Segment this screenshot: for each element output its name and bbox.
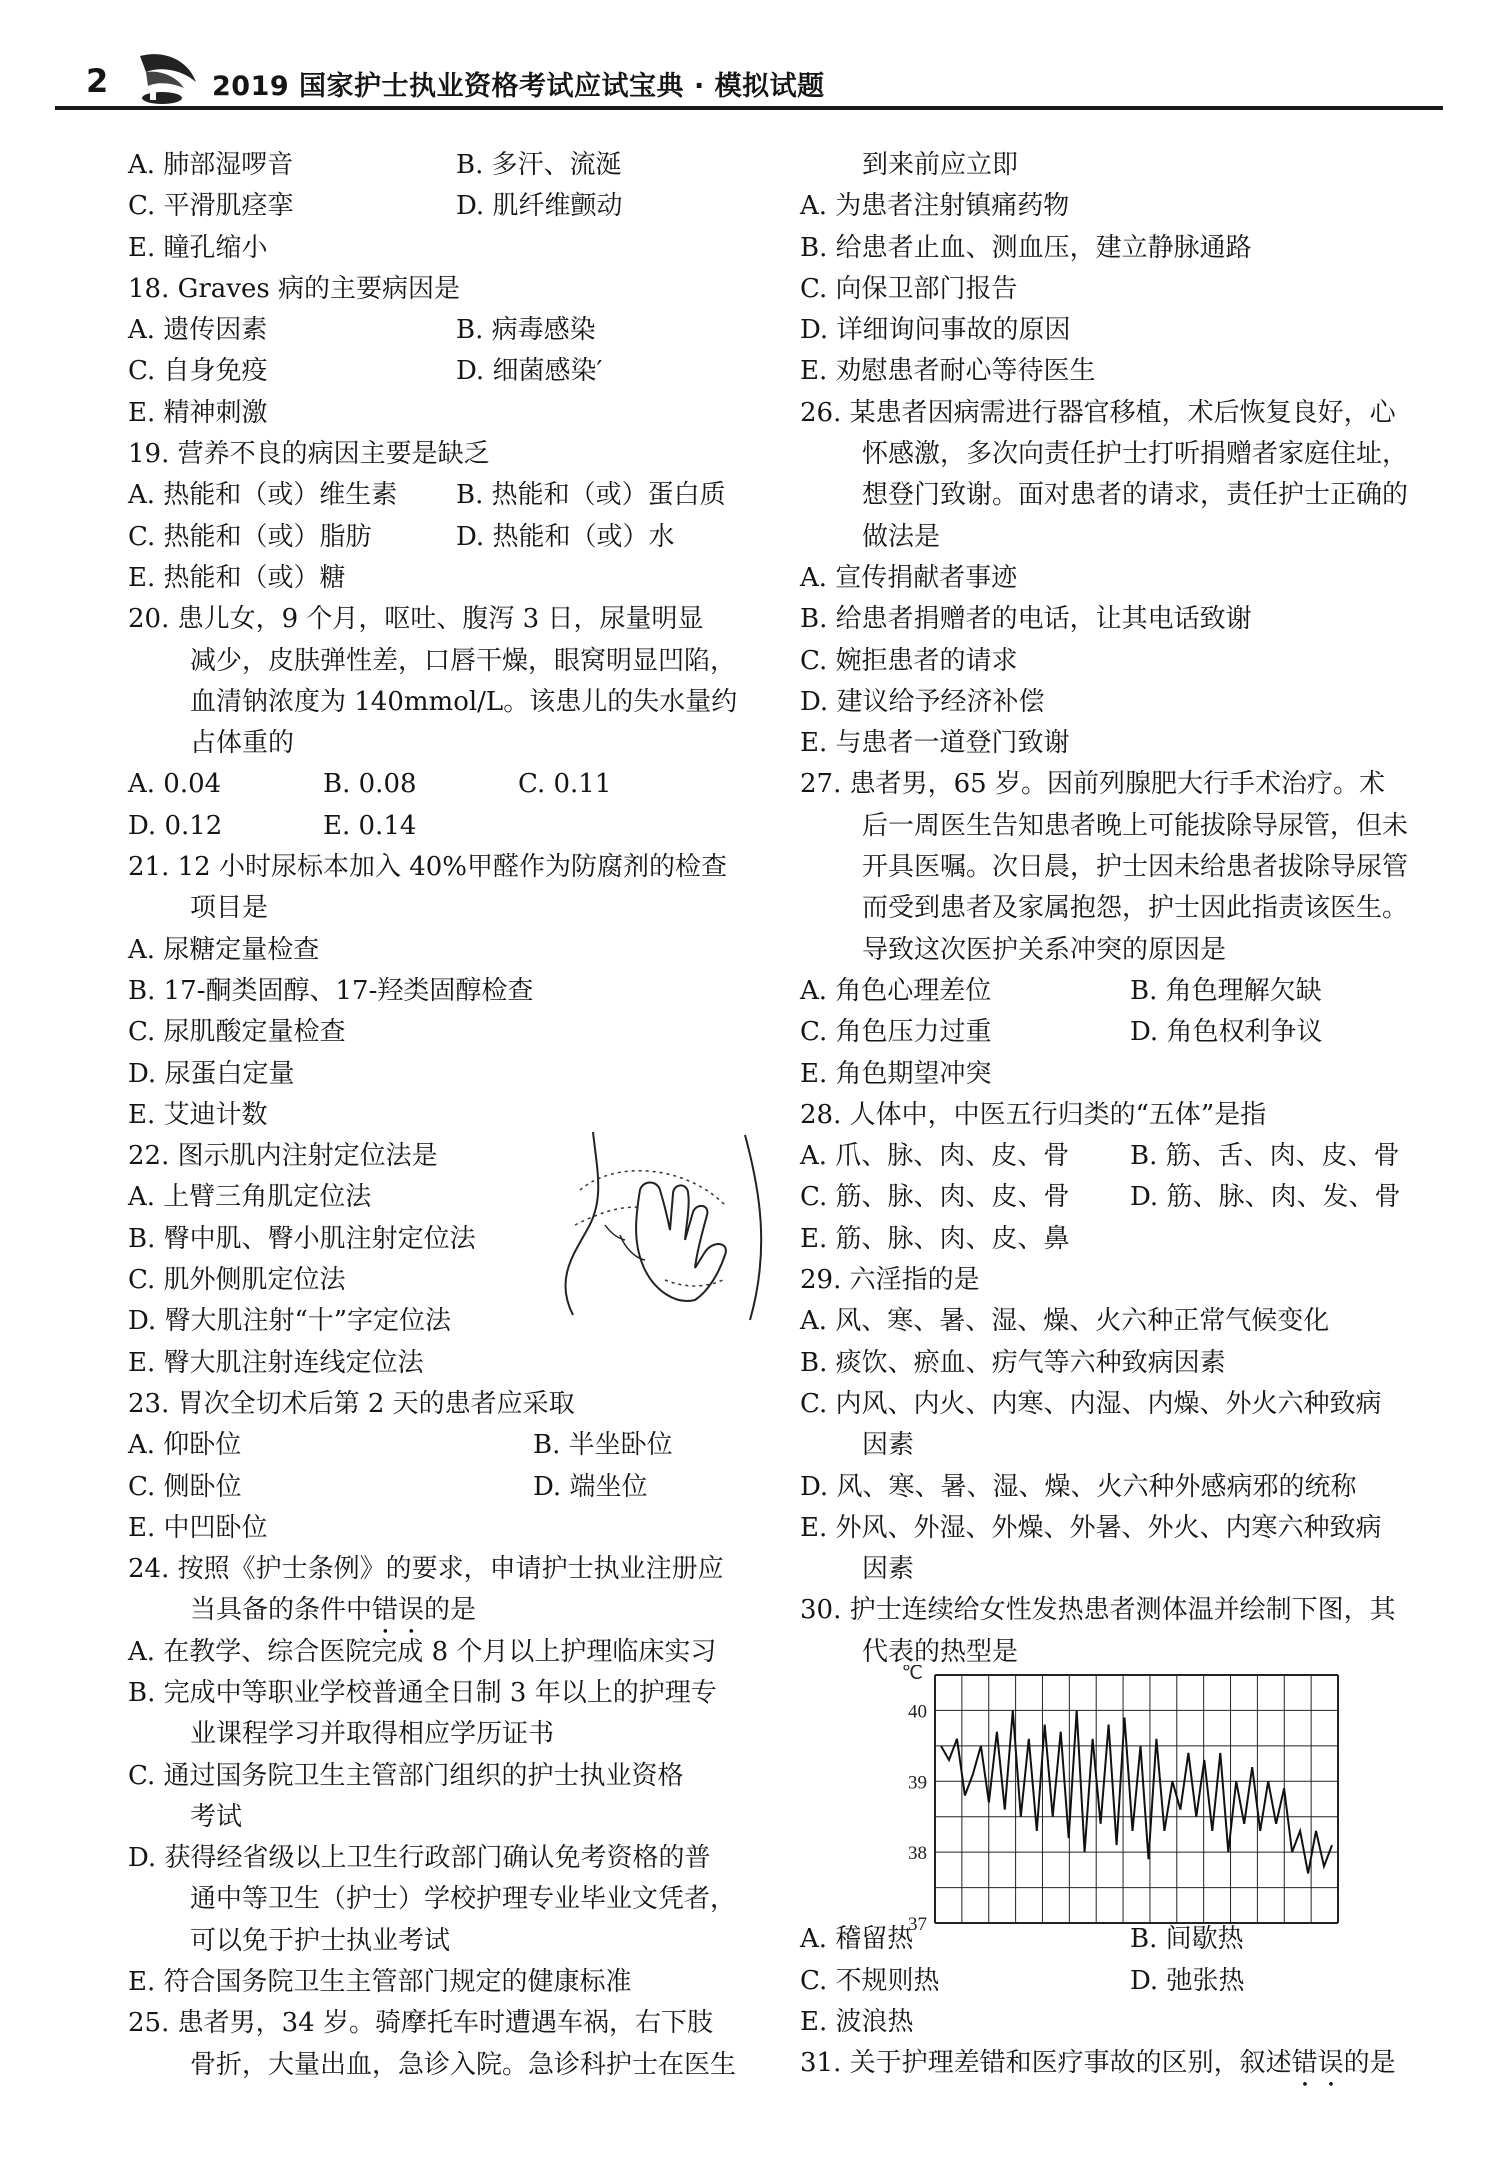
emphasized-word: 错误 (372, 1595, 425, 1626)
text-line: C. 向保卫部门报告 (800, 273, 1018, 304)
option-row (128, 186, 788, 227)
option-item: B. 0.08 (323, 769, 417, 800)
text-line: 占体重的 (190, 728, 295, 759)
text-line: 血清钠浓度为 140mmol/L。该患儿的失水量约 (190, 686, 738, 717)
option-item: B. 筋、舌、肉、皮、骨 (1130, 1141, 1400, 1172)
text-fragment: 的是 (424, 1595, 477, 1626)
text-fragment: 31. 关于护理差错和医疗事故的区别，叙述 (800, 2048, 1292, 2079)
option-item: A. 遗传因素 (128, 315, 268, 346)
option-item: D. 0.12 (128, 810, 223, 841)
option-row (800, 971, 1450, 1012)
option-item: C. 筋、脉、肉、皮、骨 (800, 1182, 1070, 1213)
option-row (128, 310, 788, 351)
option-row (800, 1961, 1450, 2002)
option-item: D. 细菌感染′ (456, 356, 603, 387)
option-item: D. 热能和（或）水 (456, 521, 675, 552)
option-item: D. 肌纤维颤动 (456, 191, 623, 222)
text-line: E. 艾迪计数 (128, 1099, 268, 1130)
text-line: E. 精神刺激 (128, 397, 268, 428)
option-item: C. 0.11 (518, 769, 612, 800)
option-item: A. 稽留热 (800, 1924, 914, 1955)
text-line: 到来前应立即 (862, 150, 1019, 180)
text-line: 代表的热型是 (862, 1636, 1019, 1667)
text-line: D. 建议给予经济补偿 (800, 686, 1045, 717)
y-tick-label: 40 (908, 1701, 927, 1723)
text-fragment: 的是 (1343, 2048, 1396, 2079)
option-item: B. 热能和（或）蛋白质 (456, 480, 726, 511)
option-item: D. 弛张热 (1130, 1965, 1245, 1996)
y-axis-unit: ℃ (901, 1665, 923, 1684)
text-line: E. 劝慰患者耐心等待医生 (800, 356, 1096, 387)
option-item: C. 侧卧位 (128, 1471, 242, 1502)
page-number: 2 (86, 62, 109, 100)
option-item: C. 自身免疫 (128, 356, 268, 387)
text-line: E. 瞳孔缩小 (128, 232, 268, 263)
text-line (128, 1590, 788, 1631)
text-line: E. 中凹卧位 (128, 1512, 268, 1543)
option-item: B. 多汗、流涎 (456, 150, 622, 180)
option-item: B. 半坐卧位 (533, 1430, 673, 1461)
text-line: E. 筋、脉、肉、皮、鼻 (800, 1223, 1070, 1254)
y-tick-label: 39 (908, 1772, 927, 1794)
text-line: 26. 某患者因病需进行器官移植，术后恢复良好，心 (800, 397, 1396, 428)
option-row (128, 1467, 788, 1508)
text-line: A. 尿糖定量检查 (128, 934, 320, 965)
option-item: D. 端坐位 (533, 1471, 648, 1502)
option-row (128, 806, 788, 847)
y-tick-label: 37 (908, 1914, 927, 1935)
text-line: 项目是 (190, 893, 269, 924)
text-line: 可以免于护士执业考试 (190, 1925, 451, 1956)
option-item: D. 筋、脉、肉、发、骨 (1130, 1182, 1401, 1213)
text-line: B. 痰饮、瘀血、疠气等六种致病因素 (800, 1347, 1226, 1378)
option-row (128, 351, 788, 392)
option-item: E. 0.14 (323, 810, 417, 841)
text-line: 25. 患者男，34 岁。骑摩托车时遭遇车祸，右下肢 (128, 2008, 713, 2039)
text-line: C. 尿肌酸定量检查 (128, 1017, 346, 1048)
option-item: B. 角色理解欠缺 (1130, 975, 1322, 1006)
option-item: A. 0.04 (128, 769, 222, 800)
option-item: C. 平滑肌痉挛 (128, 191, 294, 222)
text-line: 19. 营养不良的病因主要是缺乏 (128, 439, 490, 470)
text-line: C. 肌外侧肌定位法 (128, 1265, 346, 1296)
emphasized-word: 错误 (1291, 2048, 1344, 2079)
text-line: B. 给患者止血、测血压，建立静脉通路 (800, 232, 1252, 263)
text-line: 18. Graves 病的主要病因是 (128, 273, 460, 304)
option-item: B. 病毒感染 (456, 315, 596, 346)
text-line: 20. 患儿女，9 个月，呕吐、腹泻 3 日，尿量明显 (128, 604, 704, 635)
text-line: 21. 12 小时尿标本加入 40%甲醛作为防腐剂的检查 (128, 852, 728, 883)
temperature-chart (890, 1665, 1350, 1935)
text-line: 业课程学习并取得相应学历证书 (190, 1719, 555, 1750)
option-item: B. 间歇热 (1130, 1924, 1244, 1955)
text-line: C. 内风、内火、内寒、内湿、内燥、外火六种致病 (800, 1388, 1382, 1419)
text-line: 因素 (862, 1430, 915, 1461)
option-row (800, 1177, 1450, 1218)
option-item: A. 角色心理差位 (800, 975, 992, 1006)
text-line (800, 2043, 1450, 2084)
text-line: 30. 护士连续给女性发热患者测体温并绘制下图，其 (800, 1595, 1396, 1626)
text-line: 29. 六淫指的是 (800, 1265, 980, 1296)
option-row (800, 1136, 1450, 1177)
text-line: D. 风、寒、暑、湿、燥、火六种外感病邪的统称 (800, 1471, 1357, 1502)
text-line: 28. 人体中，中医五行归类的“五体”是指 (800, 1099, 1267, 1130)
text-line: 考试 (190, 1801, 243, 1832)
text-line: 而受到患者及家属抱怨，护士因此指责该医生。 (862, 893, 1409, 924)
gluteal-injection-illustration (545, 1130, 775, 1325)
text-line: 开具医嘱。次日晨，护士因未给患者拔除导尿管 (862, 852, 1409, 883)
left-column (128, 145, 788, 2086)
text-line: E. 与患者一道登门致谢 (800, 728, 1070, 759)
quill-logo-icon (132, 48, 202, 108)
option-item: A. 爪、脉、肉、皮、骨 (800, 1141, 1070, 1172)
option-item: D. 角色权利争议 (1130, 1017, 1323, 1048)
text-line: 27. 患者男，65 岁。因前列腺肥大行手术治疗。术 (800, 769, 1385, 800)
option-row (800, 1012, 1450, 1053)
text-line: E. 臀大肌注射连线定位法 (128, 1347, 424, 1378)
option-row (128, 475, 788, 516)
text-line: 22. 图示肌内注射定位法是 (128, 1141, 438, 1172)
option-row (128, 764, 788, 805)
text-line: 怀感激，多次向责任护士打听捐赠者家庭住址， (862, 439, 1409, 470)
text-line: 骨折，大量出血，急诊入院。急诊科护士在医生 (190, 2049, 737, 2080)
text-line: A. 宣传捐献者事迹 (800, 562, 1018, 593)
text-line: 24. 按照《护士条例》的要求，申请护士执业注册应 (128, 1554, 724, 1585)
option-item: A. 肺部湿啰音 (128, 150, 294, 180)
option-item: C. 热能和（或）脂肪 (128, 521, 372, 552)
book-title: 2019 国家护士执业资格考试应试宝典 · 模拟试题 (212, 71, 825, 102)
option-row (128, 145, 788, 186)
text-line: A. 在教学、综合医院完成 8 个月以上护理临床实习 (128, 1636, 717, 1667)
option-item: A. 热能和（或）维生素 (128, 480, 398, 511)
option-item: C. 角色压力过重 (800, 1017, 992, 1048)
text-line: 23. 胃次全切术后第 2 天的患者应采取 (128, 1388, 575, 1419)
option-row (128, 1425, 788, 1466)
text-line: E. 热能和（或）糖 (128, 562, 346, 593)
text-line: 后一周医生告知患者晚上可能拔除导尿管，但未 (862, 810, 1409, 841)
temperature-series-line (941, 1710, 1332, 1873)
option-row (128, 517, 788, 558)
text-line: 通中等卫生（护士）学校护理专业毕业文凭者， (190, 1884, 737, 1915)
text-line: 减少，皮肤弹性差，口唇干燥，眼窝明显凹陷， (190, 645, 737, 676)
text-line: D. 臀大肌注射“十”字定位法 (128, 1306, 452, 1337)
text-line: 想登门致谢。面对患者的请求，责任护士正确的 (862, 480, 1409, 511)
text-line: A. 为患者注射镇痛药物 (800, 191, 1070, 222)
text-line: C. 通过国务院卫生主管部门组织的护士执业资格 (128, 1760, 684, 1791)
text-line: E. 符合国务院卫生主管部门规定的健康标准 (128, 1967, 632, 1998)
text-line: B. 完成中等职业学校普通全日制 3 年以上的护理专 (128, 1677, 717, 1708)
page-header (0, 0, 1500, 125)
y-tick-label: 38 (908, 1843, 927, 1865)
text-line: B. 给患者捐赠者的电话，让其电话致谢 (800, 604, 1252, 635)
text-line: B. 17-酮类固醇、17-羟类固醇检查 (128, 975, 534, 1006)
option-item: C. 不规则热 (800, 1965, 940, 1996)
text-line: D. 获得经省级以上卫生行政部门确认免考资格的普 (128, 1843, 711, 1874)
text-line: A. 上臂三角肌定位法 (128, 1182, 372, 1213)
text-line: 因素 (862, 1554, 915, 1585)
text-line: E. 波浪热 (800, 2007, 914, 2038)
text-line: 导致这次医护关系冲突的原因是 (862, 934, 1227, 965)
text-line: B. 臀中肌、臀小肌注射定位法 (128, 1223, 476, 1254)
header-rule (55, 106, 1443, 110)
text-line: E. 角色期望冲突 (800, 1058, 992, 1089)
text-line: C. 婉拒患者的请求 (800, 645, 1018, 676)
text-line: A. 风、寒、暑、湿、燥、火六种正常气候变化 (800, 1306, 1330, 1337)
text-line: D. 尿蛋白定量 (128, 1058, 295, 1089)
option-item: A. 仰卧位 (128, 1430, 242, 1461)
text-line: D. 详细询问事故的原因 (800, 315, 1071, 346)
text-line: E. 外风、外湿、外燥、外暑、外火、内寒六种致病 (800, 1512, 1382, 1543)
text-fragment: 当具备的条件中 (190, 1595, 373, 1626)
text-line: 做法是 (862, 521, 941, 552)
